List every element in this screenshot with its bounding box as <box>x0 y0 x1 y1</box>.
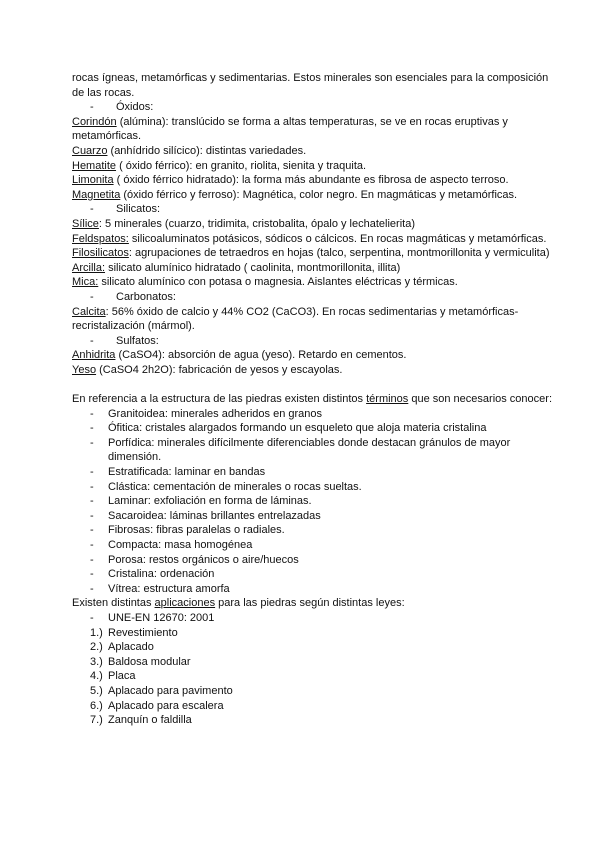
mineral-term: Mica: <box>72 276 99 289</box>
list-item: 7.) Zanquín o faldilla <box>90 714 192 727</box>
list-item: - Laminar: exfoliación en forma de láminas. <box>72 494 560 509</box>
mineral-entry: Filosilicatos: agrupaciones de tetraedros en hojas (talco, serpentina, montmorillonita y vermiculita) <box>72 247 550 260</box>
mineral-entry: Hematite ( óxido férrico): en granito, riolita, sienita y traquita. <box>72 159 367 172</box>
mineral-term: Feldspatos: <box>72 232 129 245</box>
list-item: - Ófitica: cristales alargados formando un esqueleto que aloja materia cristalina <box>72 421 560 436</box>
paragraph-gap <box>72 377 560 392</box>
mineral-entry: Corindón (alúmina): translúcido se forma a altas temperaturas, se ve en rocas eruptivas y metamórficas. <box>72 115 508 143</box>
norma-list <box>72 611 560 626</box>
list-item: - Porfídica: minerales difícilmente diferenciables donde destacan gránulos de mayor dimensión. <box>72 436 560 465</box>
section-heading-silicatos: - Silicatos: <box>90 203 161 216</box>
mineral-term: Hematite <box>72 159 117 172</box>
list-item: - Clástica: cementación de minerales o rocas sueltas. <box>72 480 560 495</box>
terminos-intro: En referencia a la estructura de las piedras existen distintos términos que son necesarios conocer: <box>72 393 552 406</box>
mineral-entry: Magnetita (óxido férrico y ferroso): Magnética, color negro. En magmáticas y metamórficas. <box>72 188 518 201</box>
list-item: 6.) Aplacado para escalera <box>90 699 224 712</box>
list-item: 3.) Baldosa modular <box>90 655 191 668</box>
mineral-entry: Calcita: 56% óxido de calcio y 44% CO2 (CaCO3). En rocas sedimentarias y metamórficas- recristalización (mármol). <box>72 305 519 333</box>
list-item: 2.) Aplacado <box>90 641 154 654</box>
intro-paragraph: rocas ígneas, metamórficas y sedimentarias. Estos minerales son esenciales para la composición de las rocas. <box>72 72 549 99</box>
list-item: - Estratificada: laminar en bandas <box>72 465 560 480</box>
mineral-term: Anhidrita <box>72 349 116 362</box>
list-item: 4.) Placa <box>90 670 136 683</box>
aplicaciones-list <box>72 626 560 728</box>
list-item: - Porosa: restos orgánicos o aire/huecos <box>72 553 560 568</box>
aplicaciones-intro: Existen distintas aplicaciones para las piedras según distintas leyes: <box>72 597 405 610</box>
list-item: - Sacaroidea: láminas brillantes entrelazadas <box>72 509 560 524</box>
mineral-entry: Yeso (CaSO4 2h2O): fabricación de yesos y escayolas. <box>72 363 343 376</box>
list-item: 5.) Aplacado para pavimento <box>90 684 233 697</box>
mineral-entry: Limonita ( óxido férrico hidratado): la forma más abundante es fibrosa de aspecto terroso. <box>72 174 509 187</box>
mineral-entry: Anhidrita (CaSO4): absorción de agua (yeso). Retardo en cementos. <box>72 349 407 362</box>
section-heading-carbonatos: - Carbonatos: <box>90 290 176 303</box>
mineral-term: Magnetita <box>72 188 121 201</box>
mineral-entry: Mica: silicato alumínico con potasa o magnesia. Aislantes eléctricas y térmicas. <box>72 276 458 289</box>
mineral-entry: Feldspatos: silicoaluminatos potásicos, sódicos o cálcicos. En rocas magmáticas y metamórficas. <box>72 232 547 245</box>
section-heading-sulfatos: - Sulfatos: <box>90 334 159 347</box>
mineral-entry: Sílice: 5 minerales (cuarzo, tridimita, cristobalita, ópalo y lechatelierita) <box>72 217 415 230</box>
mineral-term: Calcita <box>72 305 106 318</box>
mineral-term: Sílice <box>72 217 99 230</box>
mineral-term: Corindón <box>72 115 117 128</box>
terminos-list <box>72 407 560 597</box>
mineral-term: Yeso <box>72 363 97 376</box>
mineral-term: Arcilla: <box>72 261 106 274</box>
list-item: 1.) Revestimiento <box>90 626 178 639</box>
section-heading-oxidos: - Óxidos: <box>90 101 154 114</box>
mineral-term: Filosilicatos <box>72 247 129 260</box>
mineral-term: Limonita <box>72 174 114 187</box>
mineral-entry: Cuarzo (anhídrido silícico): distintas variedades. <box>72 144 307 157</box>
list-item: - Compacta: masa homogénea <box>72 538 560 553</box>
aplicaciones-link: aplicaciones <box>154 597 216 610</box>
list-item: - Cristalina: ordenación <box>72 567 560 582</box>
mineral-entry: Arcilla: silicato alumínico hidratado ( caolinita, montmorillonita, illita) <box>72 261 401 274</box>
norma-item: - UNE-EN 12670: 2001 <box>72 611 560 626</box>
mineral-term: Cuarzo <box>72 144 108 157</box>
list-item: - Vítrea: estructura amorfa <box>72 582 560 597</box>
list-item: - Granitoidea: minerales adheridos en granos <box>72 407 560 422</box>
list-item: - Fibrosas: fibras paralelas o radiales. <box>72 523 560 538</box>
terminos-link: términos <box>366 393 409 406</box>
